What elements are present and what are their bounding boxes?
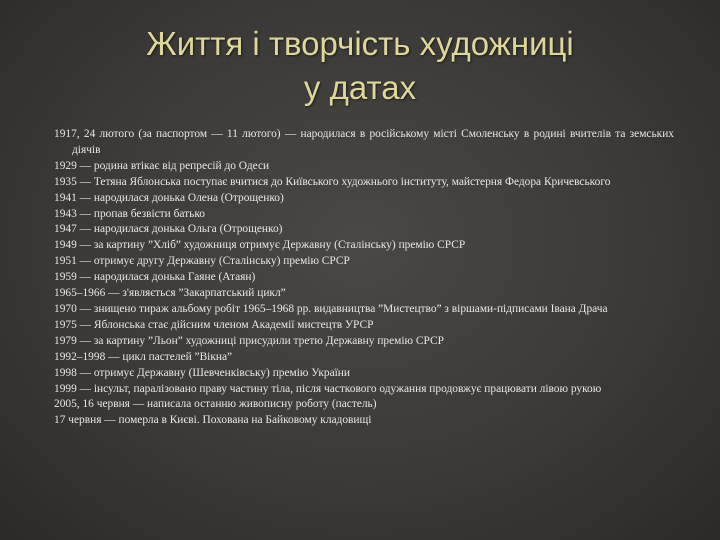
timeline-entry: 1943 — пропав безвісти батько (54, 207, 205, 220)
timeline-entry: 1975 — Яблонська стає дійсним членом Академії мистецтв УРСР (54, 318, 374, 331)
timeline-entry: 1941 — народилася донька Олена (Отрощенко) (54, 191, 284, 204)
slide-title (0, 22, 720, 110)
timeline-entry: 1959 — народилася донька Гаяне (Атаян) (54, 271, 256, 284)
timeline-entry: 1992–1998 — цикл пастелей ”Вікна” (54, 350, 233, 363)
slide-title-line-1: Життя і творчість художниці (146, 25, 574, 62)
slide-title-line-2: у датах (303, 69, 417, 106)
timeline-entry: 1951 — отримує другу Державну (Сталінську) премію СРСР (54, 255, 350, 268)
timeline-entry: 1979 — за картину ”Льон” художниці присудили третю Державну премію СРСР (54, 334, 444, 347)
timeline-entry: 1998 — отримує Державну (Шевченківську) премію України (54, 366, 350, 379)
timeline-entry: 1929 — родина втікає від репресій до Одеси (54, 159, 270, 172)
timeline-entry: 1947 — народилася донька Ольга (Отрощенко) (54, 223, 283, 236)
timeline-entry: 1965–1966 — з'являється ”Закарпатський цикл” (54, 287, 286, 300)
timeline-entry: 1949 — за картину ”Хліб” художниця отримує Державну (Сталінську) премію СРСР (54, 239, 466, 252)
timeline-entry: 17 червня — померла в Києві. Похована на Байковому кладовищі (54, 414, 372, 427)
timeline-entry: 2005, 16 червня — написала останню живописну роботу (пастель) (54, 398, 377, 411)
timeline-entry: 1917, 24 лютого (за паспортом — 11 лютого) — народилася в російському місті Смоленську в родині вчителів та земських діячів (54, 128, 674, 156)
timeline-list (54, 127, 674, 429)
timeline-entry: 1970 — знищено тираж альбому робіт 1965–1968 рр. видавництва ”Мистецтво” з віршами-підписами Івана Драча (54, 302, 608, 315)
timeline-entry: 1999 — інсульт, паралізовано праву частину тіла, після часткового одужання продовжує працювати лівою рукою (54, 382, 602, 395)
timeline-entry: 1935 — Тетяна Яблонська поступає вчитися до Київського художнього інституту, майстерня Федора Кричевського (54, 175, 611, 188)
